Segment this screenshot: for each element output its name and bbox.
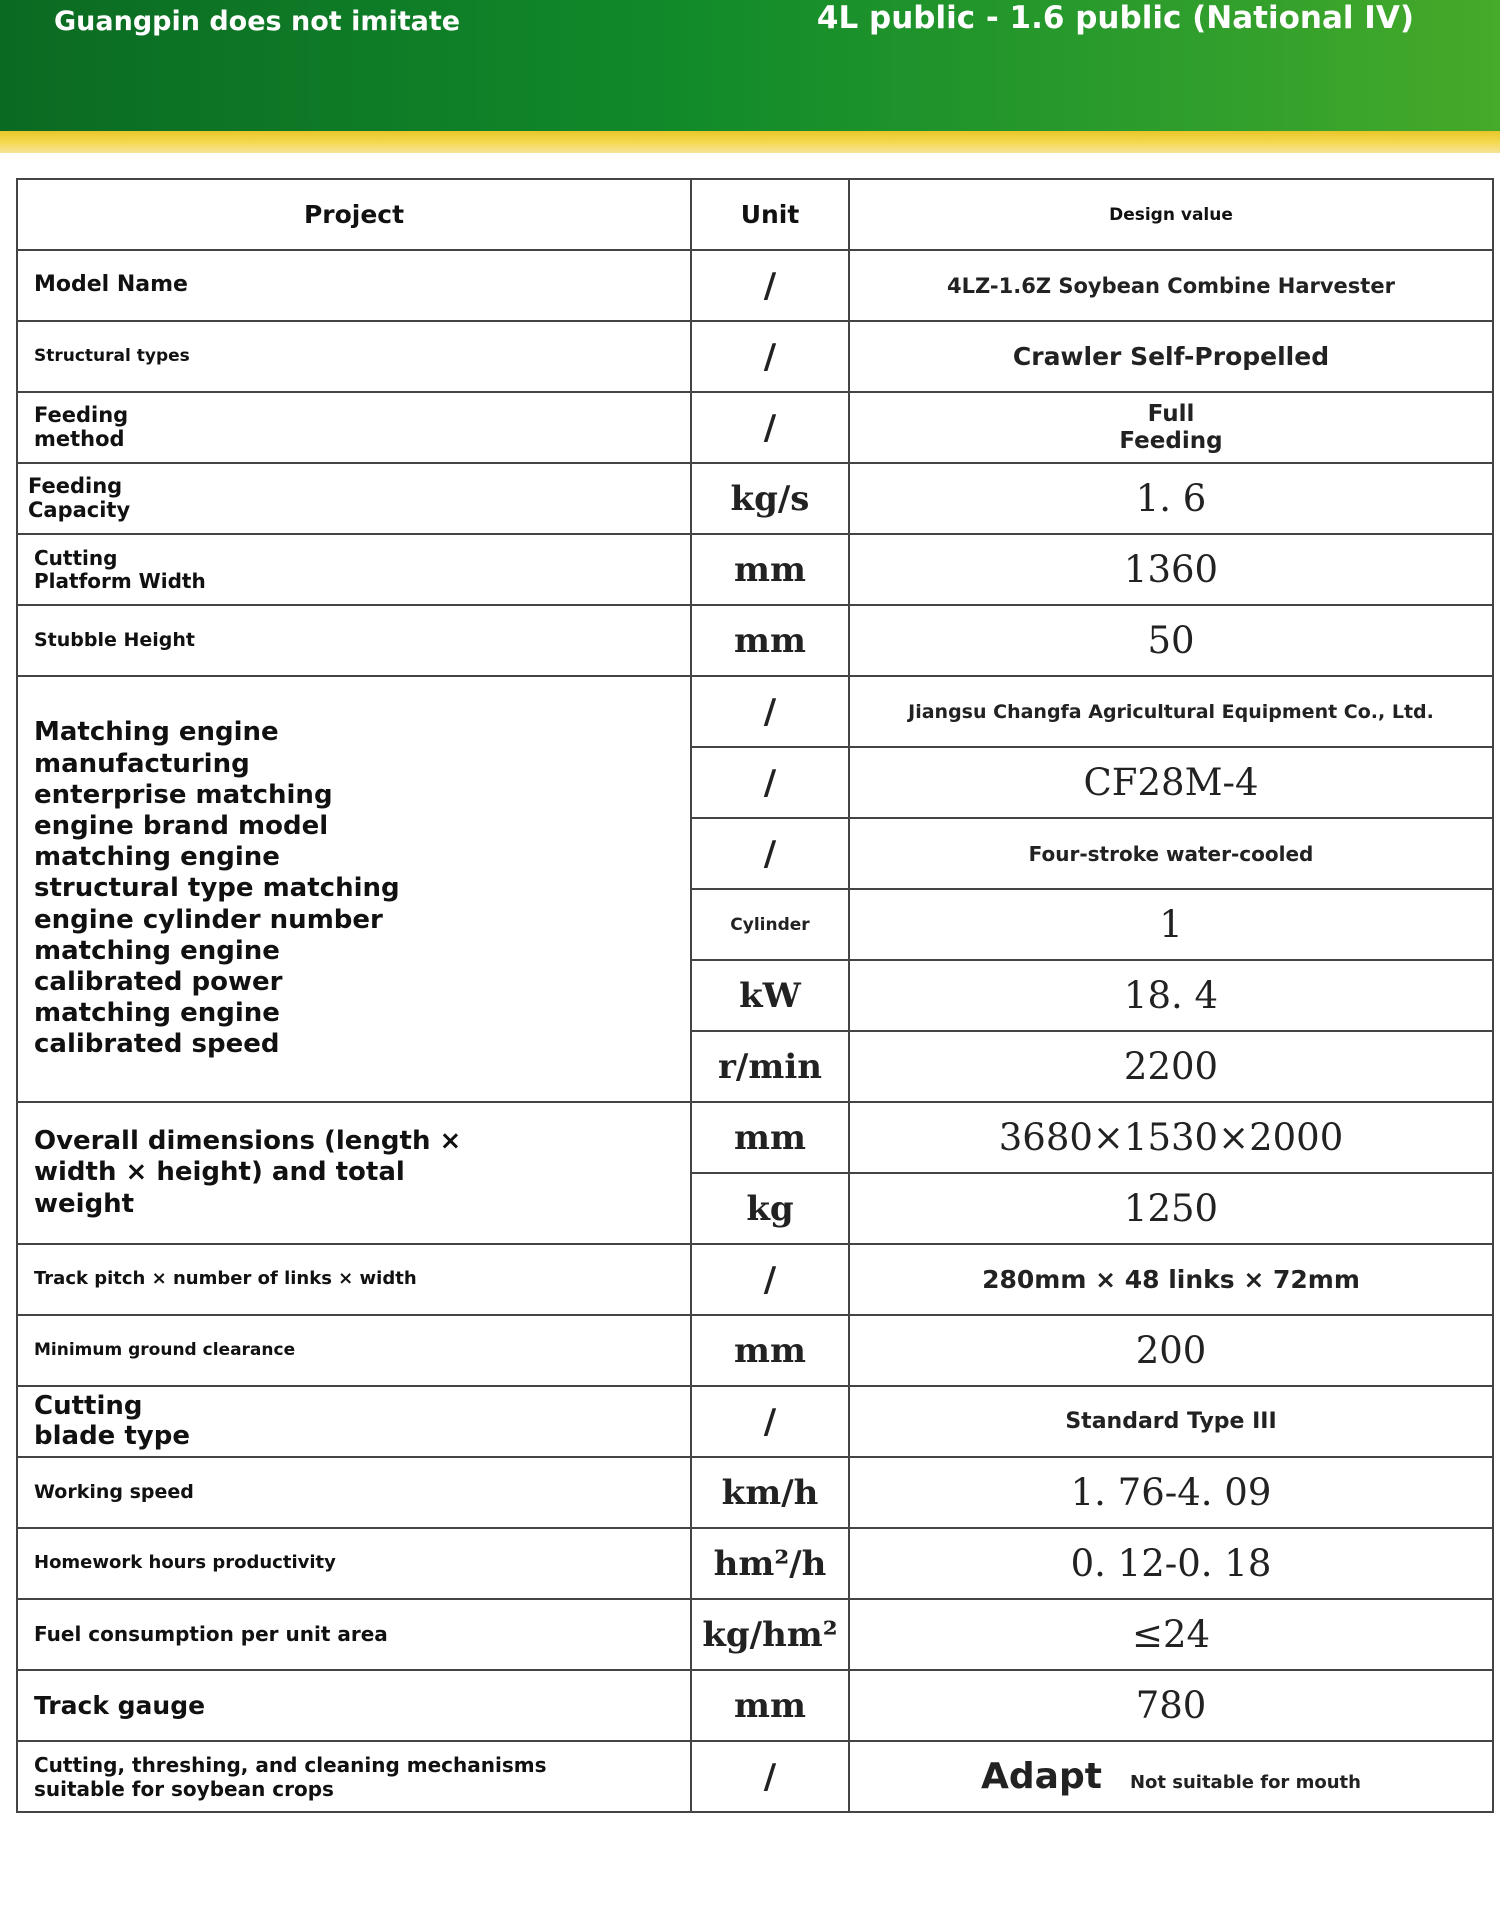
row-project: Model Name [17, 250, 691, 321]
row-unit: mm [691, 1102, 849, 1173]
row-value: Crawler Self-Propelled [849, 321, 1493, 392]
row-unit: / [691, 747, 849, 818]
header-design-value: Design value [849, 179, 1493, 250]
row-project: Minimum ground clearance [17, 1315, 691, 1386]
row-project: Working speed [17, 1457, 691, 1528]
row-unit: / [691, 676, 849, 747]
row-value: 1. 6 [849, 463, 1493, 534]
table-row [17, 1244, 1493, 1315]
row-value [849, 392, 1493, 463]
table-row [17, 676, 1493, 747]
row-unit: kg/s [691, 463, 849, 534]
row-value: CF28M-4 [849, 747, 1493, 818]
row-value [849, 1741, 1493, 1812]
row-value: 1. 76-4. 09 [849, 1457, 1493, 1528]
row-unit: / [691, 250, 849, 321]
row-unit: / [691, 1386, 849, 1457]
table-row [17, 321, 1493, 392]
row-value: Jiangsu Changfa Agricultural Equipment Co., Ltd. [849, 676, 1493, 747]
row-unit: mm [691, 1670, 849, 1741]
row-project-text: Cutting, threshing, and cleaning mechanisms suitable for soybean crops [34, 1752, 547, 1801]
row-project-text: Cutting Platform Width [34, 546, 206, 593]
row-unit: / [691, 818, 849, 889]
table-row [17, 1670, 1493, 1741]
header-banner [0, 0, 1500, 131]
row-project-text: Overall dimensions (length × width × height) and total weight [34, 1126, 462, 1219]
row-unit: kW [691, 960, 849, 1031]
banner-model-title: 4L public - 1.6 public (National IV) [816, 0, 1414, 36]
row-project [17, 392, 691, 463]
table-row [17, 250, 1493, 321]
row-unit: r/min [691, 1031, 849, 1102]
row-unit: km/h [691, 1457, 849, 1528]
row-project [17, 463, 691, 534]
table-row [17, 392, 1493, 463]
adapt-value: Adapt [981, 1756, 1102, 1797]
row-project [17, 1741, 691, 1812]
table-row [17, 1102, 1493, 1173]
row-project-engine [17, 676, 691, 1102]
row-value: 2200 [849, 1031, 1493, 1102]
table-row [17, 605, 1493, 676]
header-unit: Unit [691, 179, 849, 250]
row-value: 18. 4 [849, 960, 1493, 1031]
row-value: 200 [849, 1315, 1493, 1386]
row-project [17, 1386, 691, 1457]
row-project: Track gauge [17, 1670, 691, 1741]
row-value: 50 [849, 605, 1493, 676]
table-row [17, 1741, 1493, 1812]
row-unit: kg [691, 1173, 849, 1244]
row-value: 1250 [849, 1173, 1493, 1244]
row-project [17, 534, 691, 605]
row-unit: / [691, 392, 849, 463]
row-unit: mm [691, 1315, 849, 1386]
row-project-text: Feeding method [34, 402, 129, 451]
row-unit: Cylinder [691, 889, 849, 960]
row-value: 280mm × 48 links × 72mm [849, 1244, 1493, 1315]
row-unit: / [691, 1244, 849, 1315]
row-project-text: Matching engine manufacturing enterprise matching engine brand model matching engine structural type matching engine cylinder number matching engine calibrated power matching engine calibrated speed [34, 717, 400, 1060]
banner-tagline: Guangpin does not imitate [54, 6, 461, 37]
row-unit: mm [691, 605, 849, 676]
table-row [17, 1386, 1493, 1457]
row-project: Homework hours productivity [17, 1528, 691, 1599]
row-value: Four-stroke water-cooled [849, 818, 1493, 889]
row-value: 780 [849, 1670, 1493, 1741]
row-unit: kg/hm² [691, 1599, 849, 1670]
row-project-text: Feeding Capacity [28, 473, 131, 522]
table-row [17, 534, 1493, 605]
row-value: 3680×1530×2000 [849, 1102, 1493, 1173]
banner-yellow-stripe [0, 131, 1500, 153]
row-value: ≤24 [849, 1599, 1493, 1670]
header-project: Project [17, 179, 691, 250]
row-project-text: Cutting blade type [34, 1390, 190, 1451]
row-unit: / [691, 321, 849, 392]
row-project: Structural types [17, 321, 691, 392]
row-project: Stubble Height [17, 605, 691, 676]
row-value: 1360 [849, 534, 1493, 605]
row-unit: / [691, 1741, 849, 1812]
row-project-dimensions [17, 1102, 691, 1244]
table-row [17, 1457, 1493, 1528]
table-row [17, 1528, 1493, 1599]
adapt-note: Not suitable for mouth [1129, 1772, 1361, 1793]
row-value: 4LZ-1.6Z Soybean Combine Harvester [849, 250, 1493, 321]
table-row [17, 1315, 1493, 1386]
spec-table [16, 178, 1494, 1813]
table-row [17, 1599, 1493, 1670]
row-unit: mm [691, 534, 849, 605]
row-value-text: Full Feeding [1119, 401, 1223, 454]
table-row [17, 463, 1493, 534]
row-value: Standard Type III [849, 1386, 1493, 1457]
row-value: 0. 12-0. 18 [849, 1528, 1493, 1599]
row-value: 1 [849, 889, 1493, 960]
row-project: Track pitch × number of links × width [17, 1244, 691, 1315]
row-unit: hm²/h [691, 1528, 849, 1599]
row-project: Fuel consumption per unit area [17, 1599, 691, 1670]
table-header-row [17, 179, 1493, 250]
